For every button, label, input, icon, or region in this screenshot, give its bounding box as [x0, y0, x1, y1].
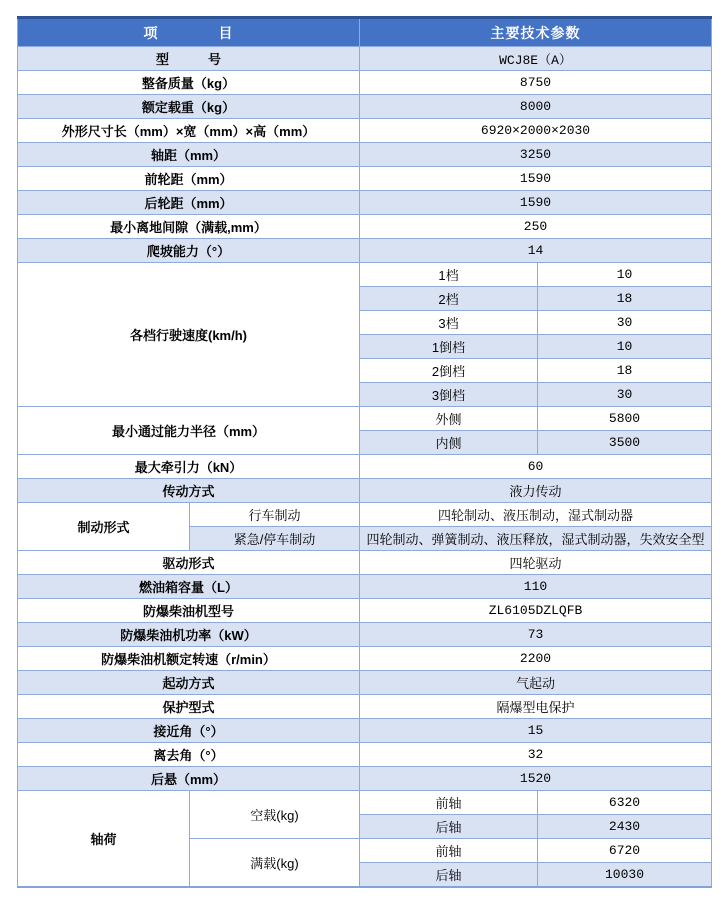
- brake-type-label: 紧急/停车制动: [190, 527, 360, 551]
- axle-section-label: 轴荷: [18, 791, 190, 887]
- table-row: [18, 119, 712, 143]
- axle-position-label: 前轴: [360, 839, 538, 863]
- row-label: 额定载重（kg）: [18, 95, 360, 119]
- gear-label: 3倒档: [360, 383, 538, 407]
- row-value: 60: [360, 455, 712, 479]
- table-row: [18, 143, 712, 167]
- row-label: 燃油箱容量（L）: [18, 575, 360, 599]
- gear-label: 2档: [360, 287, 538, 311]
- row-value: 14: [360, 239, 712, 263]
- gear-value: 30: [538, 383, 712, 407]
- axle-group-label: 满载(kg): [190, 839, 360, 887]
- row-value: 1520: [360, 767, 712, 791]
- gear-value: 18: [538, 359, 712, 383]
- table-row: [18, 71, 712, 95]
- table-row: [18, 791, 712, 815]
- row-label: 驱动形式: [18, 551, 360, 575]
- gear-value: 18: [538, 287, 712, 311]
- table-row: [18, 455, 712, 479]
- row-value: 6920×2000×2030: [360, 119, 712, 143]
- row-label: 防爆柴油机功率（kW）: [18, 623, 360, 647]
- table-row: [18, 623, 712, 647]
- radius-value: 5800: [538, 407, 712, 431]
- row-value: 1590: [360, 191, 712, 215]
- row-value: 32: [360, 743, 712, 767]
- row-value: ZL6105DZLQFB: [360, 599, 712, 623]
- row-label: 爬坡能力（°）: [18, 239, 360, 263]
- axle-position-label: 前轴: [360, 791, 538, 815]
- row-value: 气起动: [360, 671, 712, 695]
- table-row: [18, 191, 712, 215]
- table-header-row: [18, 18, 712, 47]
- axle-value: 2430: [538, 815, 712, 839]
- radius-value: 3500: [538, 431, 712, 455]
- row-value: 2200: [360, 647, 712, 671]
- brake-section-label: 制动形式: [18, 503, 190, 551]
- row-label: 整备质量（kg）: [18, 71, 360, 95]
- row-value: 1590: [360, 167, 712, 191]
- axle-position-label: 后轴: [360, 815, 538, 839]
- table-row: [18, 551, 712, 575]
- table-row: [18, 767, 712, 791]
- brake-value: 四轮制动、液压制动，湿式制动器: [360, 503, 712, 527]
- row-value: 3250: [360, 143, 712, 167]
- radius-side-label: 内侧: [360, 431, 538, 455]
- table-row: [18, 503, 712, 527]
- row-label: 防爆柴油机额定转速（r/min）: [18, 647, 360, 671]
- gear-label: 3档: [360, 311, 538, 335]
- header-item-col: 项 目: [18, 18, 360, 47]
- row-label: 轴距（mm）: [18, 143, 360, 167]
- row-value: 8000: [360, 95, 712, 119]
- table-row: [18, 239, 712, 263]
- table-row: [18, 695, 712, 719]
- axle-value: 6320: [538, 791, 712, 815]
- gear-value: 10: [538, 263, 712, 287]
- row-label: 型 号: [18, 47, 360, 71]
- row-value: 73: [360, 623, 712, 647]
- brake-value: 四轮制动、弹簧制动、液压释放，湿式制动器，失效安全型: [360, 527, 712, 551]
- radius-side-label: 外侧: [360, 407, 538, 431]
- table-row: [18, 599, 712, 623]
- table-row: [18, 479, 712, 503]
- row-value: 250: [360, 215, 712, 239]
- table-row: [18, 575, 712, 599]
- speed-section-label: 各档行驶速度(km/h): [18, 263, 360, 407]
- row-value: 15: [360, 719, 712, 743]
- table-row: [18, 47, 712, 71]
- axle-position-label: 后轴: [360, 863, 538, 887]
- gear-label: 1档: [360, 263, 538, 287]
- axle-value: 10030: [538, 863, 712, 887]
- table-row: [18, 263, 712, 287]
- axle-value: 6720: [538, 839, 712, 863]
- row-label: 最大牵引力（kN）: [18, 455, 360, 479]
- row-value: 隔爆型电保护: [360, 695, 712, 719]
- axle-group-label: 空载(kg): [190, 791, 360, 839]
- row-label: 防爆柴油机型号: [18, 599, 360, 623]
- gear-value: 10: [538, 335, 712, 359]
- table-row: [18, 167, 712, 191]
- row-label: 外形尺寸长（mm）×宽（mm）×高（mm）: [18, 119, 360, 143]
- row-label: 最小离地间隙（满载,mm）: [18, 215, 360, 239]
- table-row: [18, 647, 712, 671]
- table-row: [18, 743, 712, 767]
- row-label: 前轮距（mm）: [18, 167, 360, 191]
- radius-section-label: 最小通过能力半径（mm）: [18, 407, 360, 455]
- table-row: [18, 719, 712, 743]
- row-value: 8750: [360, 71, 712, 95]
- header-value-col: 主要技术参数: [360, 18, 712, 47]
- gear-label: 1倒档: [360, 335, 538, 359]
- table-row: [18, 95, 712, 119]
- table-row: [18, 407, 712, 431]
- table-row: [18, 671, 712, 695]
- row-label: 传动方式: [18, 479, 360, 503]
- brake-type-label: 行车制动: [190, 503, 360, 527]
- row-label: 接近角（°）: [18, 719, 360, 743]
- row-value: WCJ8E（A）: [360, 47, 712, 71]
- row-label: 起动方式: [18, 671, 360, 695]
- gear-value: 30: [538, 311, 712, 335]
- row-label: 离去角（°）: [18, 743, 360, 767]
- row-value: 四轮驱动: [360, 551, 712, 575]
- gear-label: 2倒档: [360, 359, 538, 383]
- row-label: 后悬（mm）: [18, 767, 360, 791]
- row-label: 后轮距（mm）: [18, 191, 360, 215]
- table-row: [18, 215, 712, 239]
- row-value: 110: [360, 575, 712, 599]
- spec-table: [17, 16, 712, 888]
- row-label: 保护型式: [18, 695, 360, 719]
- row-value: 液力传动: [360, 479, 712, 503]
